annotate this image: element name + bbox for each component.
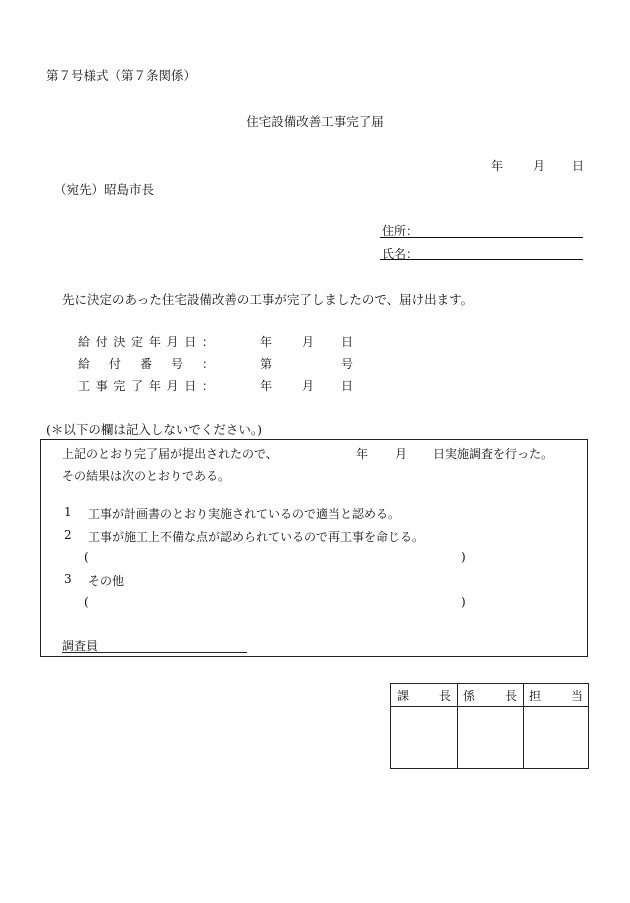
decision-day: 日 — [341, 335, 354, 349]
intro-text: 先に決定のあった住宅設備改善の工事が完了しましたので、届け出ます。 — [62, 292, 474, 307]
item2-number: 2 — [64, 528, 72, 542]
inspection-line-a: 上記のとおり完了届が提出されたので、 — [62, 447, 278, 461]
item1-text: 工事が計画書のとおり実施されているので適当と認める。 — [88, 507, 401, 521]
benefit-number-suffix: 号 — [341, 357, 354, 371]
document-title: 住宅設備改善工事完了届 — [246, 114, 384, 129]
benefit-number-prefix: 第 — [260, 357, 273, 371]
name-field[interactable] — [380, 259, 583, 260]
item3-paren-close: ) — [461, 595, 466, 609]
subsection-chief-header: 係 長 — [463, 688, 517, 703]
decision-year: 年 — [260, 335, 273, 349]
inspection-line-b: 日実施調査を行った。 — [433, 447, 554, 461]
completion-month: 月 — [302, 379, 315, 393]
benefit-number-label: 給 付 番 号 ： — [78, 357, 214, 371]
approval-stamp-table — [390, 683, 589, 769]
address-label: 住所： — [382, 224, 419, 238]
decision-month: 月 — [302, 335, 315, 349]
inspector-label: 調査員 — [62, 639, 99, 653]
address-field[interactable] — [380, 237, 583, 238]
submission-month-label: 月 — [533, 159, 546, 173]
form-number: 第７号様式（第７条関係） — [46, 68, 197, 83]
item2-paren-open: ( — [84, 550, 89, 564]
section-chief-stamp-cell[interactable] — [391, 707, 457, 769]
completion-year: 年 — [260, 379, 273, 393]
addressee: （宛先）昭島市長 — [54, 182, 155, 197]
submission-day-label: 日 — [572, 159, 585, 173]
name-label: 氏名： — [382, 247, 419, 261]
staff-in-charge-header: 担 当 — [529, 688, 583, 703]
inspection-month: 月 — [395, 447, 408, 461]
office-use-note: (＊以下の欄は記入しないでください。) — [46, 422, 263, 437]
item3-number: 3 — [64, 572, 72, 586]
staff-stamp-cell[interactable] — [524, 707, 588, 769]
subsection-chief-stamp-cell[interactable] — [458, 707, 523, 769]
inspector-signature-line[interactable] — [62, 652, 247, 653]
section-chief-header: 課 長 — [397, 688, 451, 703]
result-intro: その結果は次のとおりである。 — [62, 469, 231, 483]
item2-text: 工事が施工上不備な点が認められているので再工事を命じる。 — [88, 530, 425, 544]
item3-paren-open: ( — [84, 595, 89, 609]
decision-date-label: 給 付 決 定 年 月 日 ： — [78, 335, 214, 349]
inspection-year: 年 — [356, 447, 369, 461]
completion-date-label: 工 事 完 了 年 月 日 ： — [78, 379, 214, 393]
submission-year-label: 年 — [491, 159, 504, 173]
item1-number: 1 — [64, 505, 72, 519]
office-use-box — [40, 439, 588, 657]
item3-text: その他 — [88, 574, 125, 588]
item2-paren-close: ) — [461, 550, 466, 564]
completion-day: 日 — [341, 379, 354, 393]
